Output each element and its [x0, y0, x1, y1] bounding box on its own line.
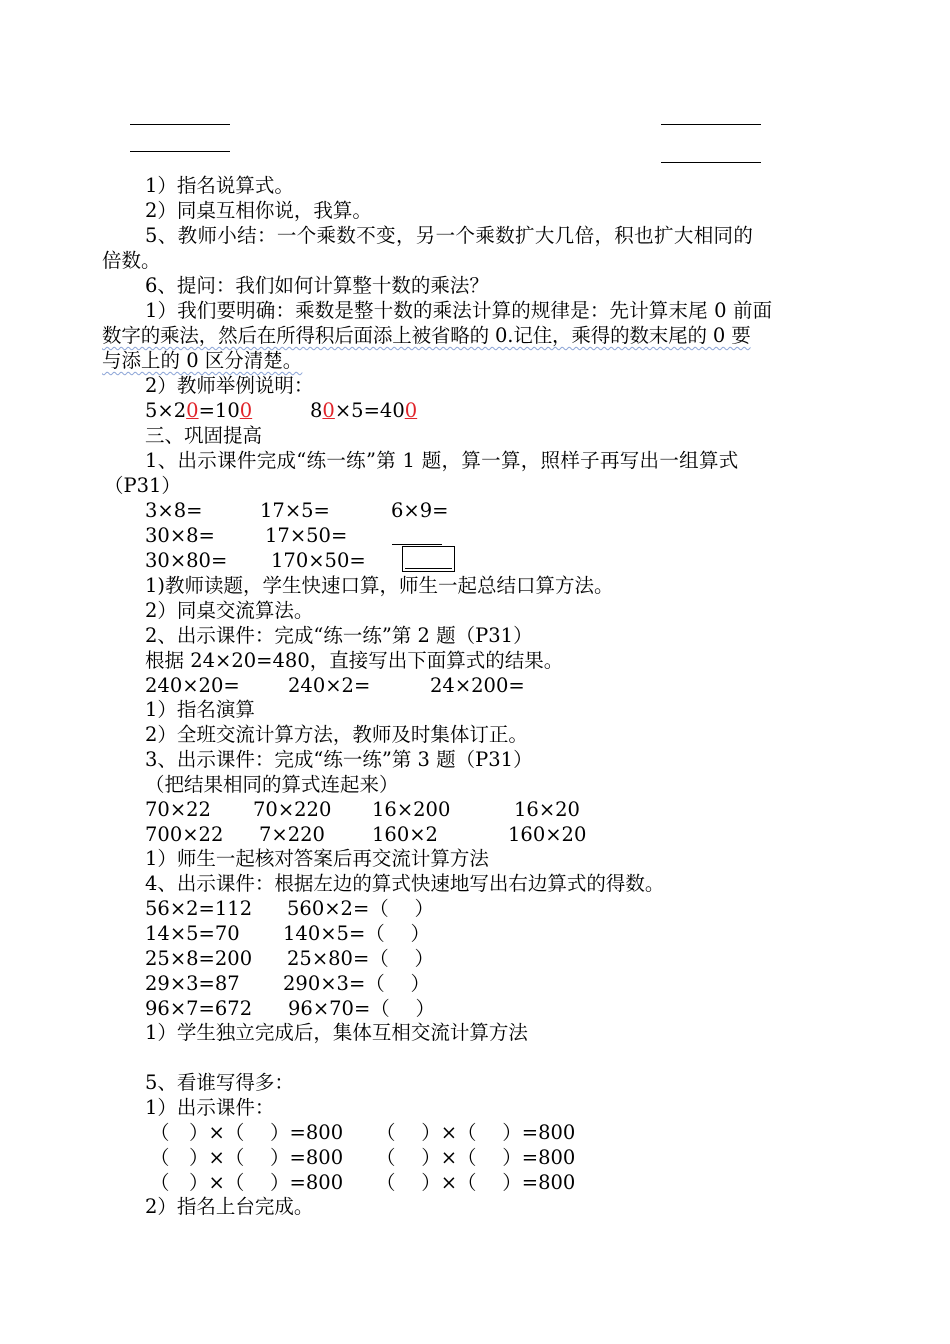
text-line: 1）出示课件：: [145, 1096, 275, 1119]
text-line: 1)教师读题，学生快速口算，师生一起总结口算方法。: [145, 574, 614, 597]
text-line: 倍数。: [102, 249, 161, 272]
exercise: 56×2=112: [145, 897, 253, 920]
text-line: [102, 324, 751, 349]
text-line: （P31）: [104, 474, 181, 497]
exercise: 140×5=（ ）: [283, 922, 431, 945]
exercise: 16×20: [514, 798, 580, 821]
exercise: （ ）×（ ）=800: [150, 1121, 344, 1144]
text-line: （把结果相同的算式连起来）: [145, 773, 399, 796]
text-line: [102, 349, 302, 374]
exercise: 290×3=（ ）: [283, 972, 431, 995]
blank-line: [130, 151, 230, 152]
text-line: 5、看谁写得多：: [145, 1071, 294, 1094]
answer-blank: [392, 544, 442, 545]
exercise: 70×220: [253, 798, 332, 821]
blank-line: [661, 162, 761, 163]
text-line: 1）师生一起核对答案后再交流计算方法: [145, 847, 489, 870]
exercise: 96×7=672: [145, 997, 253, 1020]
text-line: 2）指名上台完成。: [145, 1195, 314, 1218]
exercise: 6×9=: [391, 499, 449, 522]
blank-line: [130, 124, 230, 125]
eq-part: 8: [310, 399, 323, 422]
highlight-zero: 0: [239, 399, 253, 422]
exercise: 24×200=: [430, 674, 525, 697]
text-line: 1）我们要明确：乘数是整十数的乘法计算的规律是：先计算末尾 0 前面: [145, 299, 773, 322]
highlight-zero: 0: [404, 399, 418, 422]
exercise: 16×200: [372, 798, 451, 821]
text-line: 2）同桌互相你说，我算。: [145, 199, 372, 222]
text-run: 数字的乘法，然后在所得积后面添上被省略的 0.记住，乘得的数末尾的 0 要: [102, 324, 751, 347]
text-line: 3、出示课件：完成“练一练”第 3 题（P31）: [145, 748, 533, 771]
exercise: 30×80=: [145, 549, 228, 572]
exercise: 70×22: [145, 798, 211, 821]
exercise: 160×20: [508, 823, 587, 846]
text-line: 2）全班交流计算方法，教师及时集体订正。: [145, 723, 528, 746]
text-line: 5、教师小结：一个乘数不变，另一个乘数扩大几倍，积也扩大相同的: [145, 224, 754, 247]
text-line: 1、出示课件完成“练一练”第 1 题，算一算，照样子再写出一组算式: [145, 449, 739, 472]
exercise: 7×220: [259, 823, 325, 846]
eq-part: 5×2: [145, 399, 187, 422]
text-line: 4、出示课件：根据左边的算式快速地写出右边算式的得数。: [145, 872, 665, 895]
exercise: 560×2=（ ）: [287, 897, 435, 920]
exercise: 17×5=: [260, 499, 330, 522]
exercise: 170×50=: [271, 549, 366, 572]
exercise: 14×5=70: [145, 922, 240, 945]
exercise: 240×2=: [288, 674, 371, 697]
exercise: （ ）×（ ）=800: [376, 1171, 576, 1194]
exercise: 25×80=（ ）: [287, 947, 435, 970]
text-line: 1）指名说算式。: [145, 174, 294, 197]
exercise: 700×22: [145, 823, 224, 846]
eq-part: =10: [198, 399, 240, 422]
text-line: 6、提问：我们如何计算整十数的乘法？: [145, 274, 489, 297]
exercise: 25×8=200: [145, 947, 253, 970]
text-line: 1）指名演算: [145, 698, 255, 721]
exercise: 3×8=: [145, 499, 203, 522]
section-heading: 三、巩固提高: [145, 424, 263, 447]
exercise: 96×70=（ ）: [288, 997, 436, 1020]
blank-line: [661, 124, 761, 125]
text-run: 与添上的 0 区分清楚。: [102, 349, 303, 372]
exercise: （ ）×（ ）=800: [150, 1171, 344, 1194]
text-line: 2）同桌交流算法。: [145, 599, 314, 622]
text-line: 2）教师举例说明：: [145, 374, 314, 397]
text-line: 根据 24×20=480，直接写出下面算式的结果。: [145, 649, 564, 672]
exercise: 240×20=: [145, 674, 240, 697]
exercise: （ ）×（ ）=800: [150, 1146, 344, 1169]
exercise: 160×2: [372, 823, 438, 846]
example-equation: [145, 399, 252, 424]
exercise: 17×50=: [265, 524, 348, 547]
highlight-zero: 0: [322, 399, 335, 422]
highlight-zero: 0: [186, 399, 199, 422]
text-line: 1）学生独立完成后，集体互相交流计算方法: [145, 1021, 528, 1044]
answer-box-inner-line: [405, 568, 452, 569]
exercise: （ ）×（ ）=800: [376, 1121, 576, 1144]
example-equation: [310, 399, 417, 424]
exercise: 29×3=87: [145, 972, 240, 995]
exercise: 30×8=: [145, 524, 215, 547]
text-line: 2、出示课件：完成“练一练”第 2 题（P31）: [145, 624, 533, 647]
eq-part: ×5=40: [334, 399, 405, 422]
exercise: （ ）×（ ）=800: [376, 1146, 576, 1169]
